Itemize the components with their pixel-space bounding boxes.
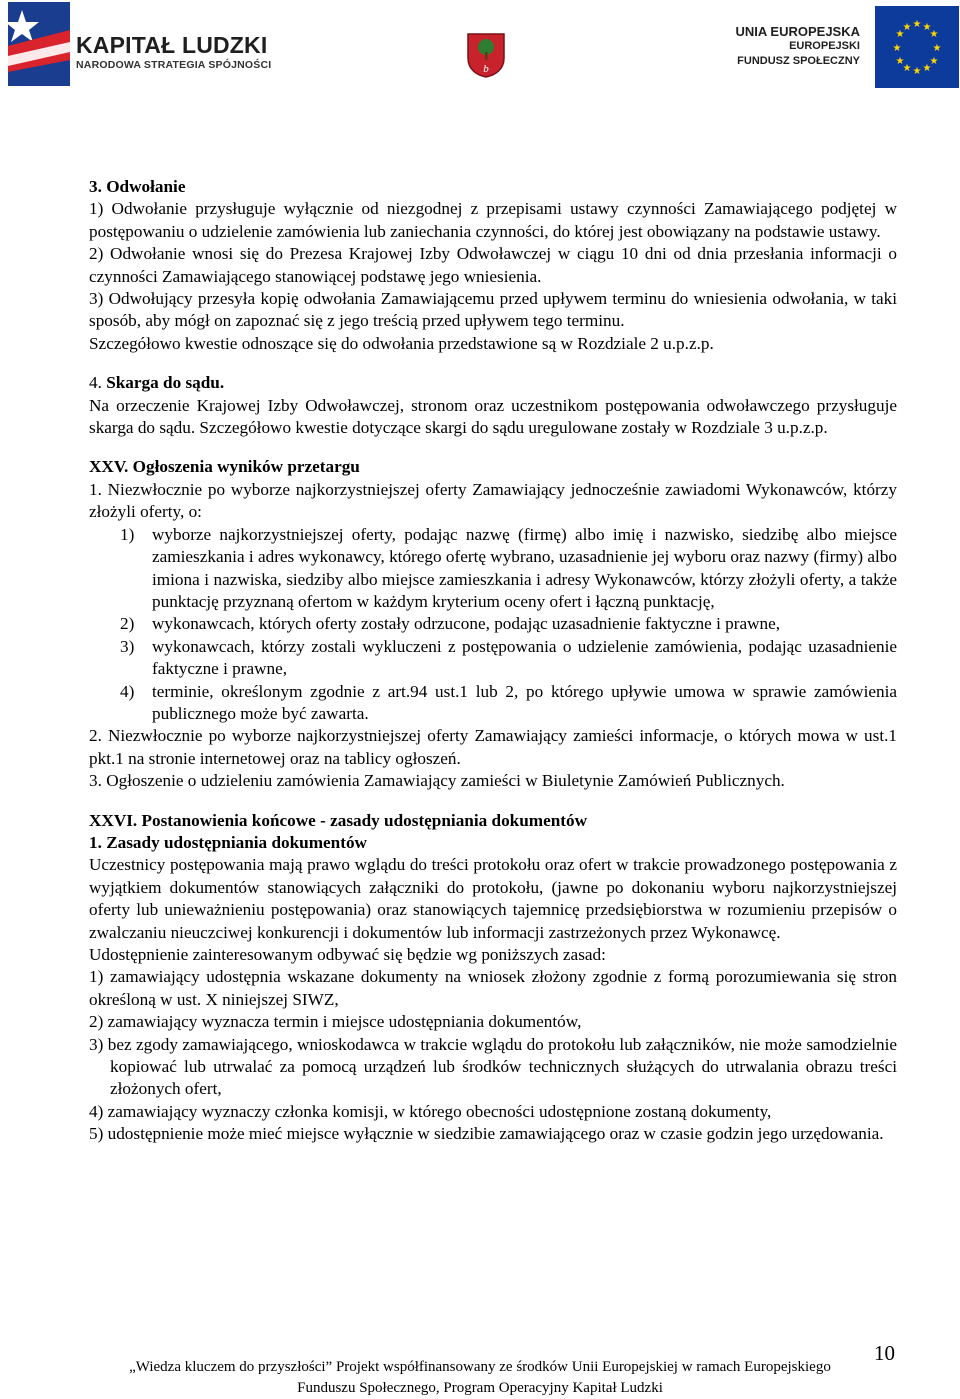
kapital-ludzki-title: KAPITAŁ LUDZKI xyxy=(76,32,268,58)
list-item xyxy=(89,681,897,726)
list-item xyxy=(89,524,897,614)
svg-text:★: ★ xyxy=(922,63,932,74)
section-xxvi-paragraph-3: 1) zamawiający udostępnia wskazane dokumenty na wniosek złożony zgodnie z formą porozumiewania się stron określoną w ust. X niniejszej SIWZ, xyxy=(89,967,897,1009)
eu-flag-icon xyxy=(875,6,959,88)
eu-line-1: UNIA EUROPEJSKA xyxy=(735,24,860,39)
svg-text:★: ★ xyxy=(902,63,912,74)
list-item-text: wykonawcach, którzy zostali wykluczeni z postępowania o udzielenie zamówienia, podając uzasadnienie faktyczne i prawne, xyxy=(152,636,897,679)
section-xxv-paragraph-2: 2. Niezwłocznie po wyborze najkorzystniejszej oferty Zamawiający zamieści informacje, o których mowa w ust.1 pkt.1 na stronie internetowej oraz na tablicy ogłoszeń. xyxy=(89,726,897,768)
list-item xyxy=(89,613,897,635)
svg-text:★: ★ xyxy=(922,22,932,33)
list-item-text: wykonawcach, których oferty zostały odrzucone, podając uzasadnienie faktyczne i prawne, xyxy=(152,614,781,634)
page-number: 10 xyxy=(874,1341,895,1365)
list-item-number: 1) xyxy=(120,524,135,544)
footer-line-2: Funduszu Społecznego, Program Operacyjny Kapitał Ludzki xyxy=(297,1380,663,1396)
list-item xyxy=(89,636,897,681)
page-footer xyxy=(70,1357,890,1399)
footer-line-1: „Wiedza kluczem do przyszłości” Projekt współfinansowany ze środków Unii Europejskiej w ramach Europejskiego xyxy=(129,1359,831,1375)
section-xxvi-paragraph-4: 2) zamawiający wyznacza termin i miejsce udostępniania dokumentów, xyxy=(89,1012,582,1032)
section-xxvi-paragraph-7: 5) udostępnienie może mieć miejsce wyłącznie w siedzibie zamawiającego oraz w czasie godzin jego urzędowania. xyxy=(89,1124,884,1144)
section-3-paragraph-1: 1) Odwołanie przysługuje wyłącznie od niezgodnej z przepisami ustawy czynności Zamawiającego podjętej w postępowaniu o udzielenie zamówienia lub zaniechania czynności, do której jest obowiązany na podstawie ustawy. xyxy=(89,199,897,241)
section-xxvi-paragraph-2: Udostępnienie zainteresowanym odbywać się będzie wg poniższych zasad: xyxy=(89,945,606,964)
list-item-number: 3) xyxy=(120,636,135,656)
eu-label xyxy=(736,24,860,69)
section-xxvi-paragraph-5: 3) bez zgody zamawiającego, wnioskodawca w trakcie wglądu do protokołu lub załączników, nie może samodzielnie kopiować lub utrwalać za pomocą urządzeń lub środków technicznych służących do utrwalania obrazu treści złożonych ofert, xyxy=(89,1034,897,1099)
section-xxvi-paragraph-6: 4) zamawiający wyznaczy członka komisji, w którego obecności udostępnione zostaną dokumenty, xyxy=(89,1101,772,1121)
list-item-number: 4) xyxy=(120,681,135,701)
svg-text:★: ★ xyxy=(912,66,922,77)
section-xxvi-subheading: 1. Zasady udostępniania dokumentów xyxy=(89,832,367,852)
svg-text:★: ★ xyxy=(902,22,912,33)
section-4-paragraph-1: Na orzeczenie Krajowej Izby Odwoławczej, stronom oraz uczestnikom postępowania odwoławczego przysługuje skarga do sądu. Szczegółowo kwestie dotyczące skargi do sądu uregulowane zostały w Rozdziale 3 u.p.z.p. xyxy=(89,395,897,438)
eu-line-2: EUROPEJSKI xyxy=(789,40,860,52)
document-body xyxy=(89,176,897,1146)
section-xxv-paragraph-3: 3. Ogłoszenie o udzieleniu zamówienia Zamawiający zamieści w Biuletynie Zamówień Publicznych. xyxy=(89,771,785,791)
list-item-text: terminie, określonym zgodnie z art.94 ust.1 lub 2, po którego upływie umowa w sprawie zamówienia publicznego może być zawarta. xyxy=(152,681,897,723)
section-4-heading xyxy=(89,372,897,394)
eu-line-3: FUNDUSZ SPOŁECZNY xyxy=(737,55,860,67)
svg-text:★: ★ xyxy=(929,29,939,40)
section-4-title: Skarga do sądu. xyxy=(106,373,225,393)
section-xxv-heading: XXV. Ogłoszenia wyników przetargu xyxy=(89,457,360,477)
svg-text:★: ★ xyxy=(892,43,902,54)
list-item-text: wyborze najkorzystniejszej oferty, podając nazwę (firmę) albo imię i nazwisko, siedzibę albo miejsce zamieszkania i adres wykonawcy, którego ofertę wybrano, uzasadnienie jej wyboru oraz nazwy (firmy) albo imiona i nazwiska, siedziby albo miejsce zamieszkania i adresy Wykonawców, którzy złożyli oferty, a także punktację przyznaną ofertom w każdym kryterium oceny ofert i łączną punktację, xyxy=(152,524,897,611)
svg-text:★: ★ xyxy=(932,43,942,54)
section-xxv-intro: 1. Niezwłocznie po wyborze najkorzystniejszej oferty Zamawiający jednocześnie zawiadomi Wykonawców, którzy złożyli oferty, o: xyxy=(89,479,897,522)
coat-of-arms-icon xyxy=(466,32,506,78)
section-xxvi-heading: XXVI. Postanowienia końcowe - zasady udostępniania dokumentów xyxy=(89,810,588,830)
svg-text:★: ★ xyxy=(895,56,905,67)
coat-letter: b xyxy=(483,63,489,75)
section-xxvi-paragraph-1: Uczestnicy postępowania mają prawo wglądu do treści protokołu oraz ofert w trakcie prowadzonego postępowania z wyjątkiem dokumentów stanowiących załączniki do protokołu, (jawne po dokonaniu wyboru najkorzystniejszej oferty lub unieważnieniu postępowania) oraz stanowiących tajemnicę przedsiębiorstwa w rozumieniu przepisów o zwalczaniu nieuczciwej konkurencji i dokumentów lub informacji zastrzeżonych przez Wykonawcę. xyxy=(89,855,897,942)
section-3-paragraph-2: 2) Odwołanie wnosi się do Prezesa Krajowej Izby Odwoławczej w ciągu 10 dni od dnia przesłania informacji o czynności Zamawiającego stanowiącej podstawę jego wniesienia. xyxy=(89,244,897,286)
kapital-ludzki-subtitle: NARODOWA STRATEGIA SPÓJNOŚCI xyxy=(76,59,272,71)
section-3-paragraph-4: Szczegółowo kwestie odnoszące się do odwołania przedstawione są w Rozdziale 2 u.p.z.p. xyxy=(89,333,714,353)
section-3-heading: 3. Odwołanie xyxy=(89,177,186,196)
svg-text:★: ★ xyxy=(912,19,922,30)
svg-text:★: ★ xyxy=(895,29,905,40)
kapital-ludzki-logo xyxy=(8,2,278,86)
kapital-ludzki-emblem-icon xyxy=(8,2,70,86)
section-4-number: 4. xyxy=(89,373,107,393)
list-item-number: 2) xyxy=(120,614,135,634)
page-header xyxy=(0,0,960,100)
section-xxv-list xyxy=(89,524,897,726)
svg-text:★: ★ xyxy=(929,56,939,67)
section-3-paragraph-3: 3) Odwołujący przesyła kopię odwołania Zamawiającemu przed upływem terminu do wniesienia odwołania, w taki sposób, aby mógł on zapoznać się z jego treścią przed upływem tego terminu. xyxy=(89,289,897,331)
